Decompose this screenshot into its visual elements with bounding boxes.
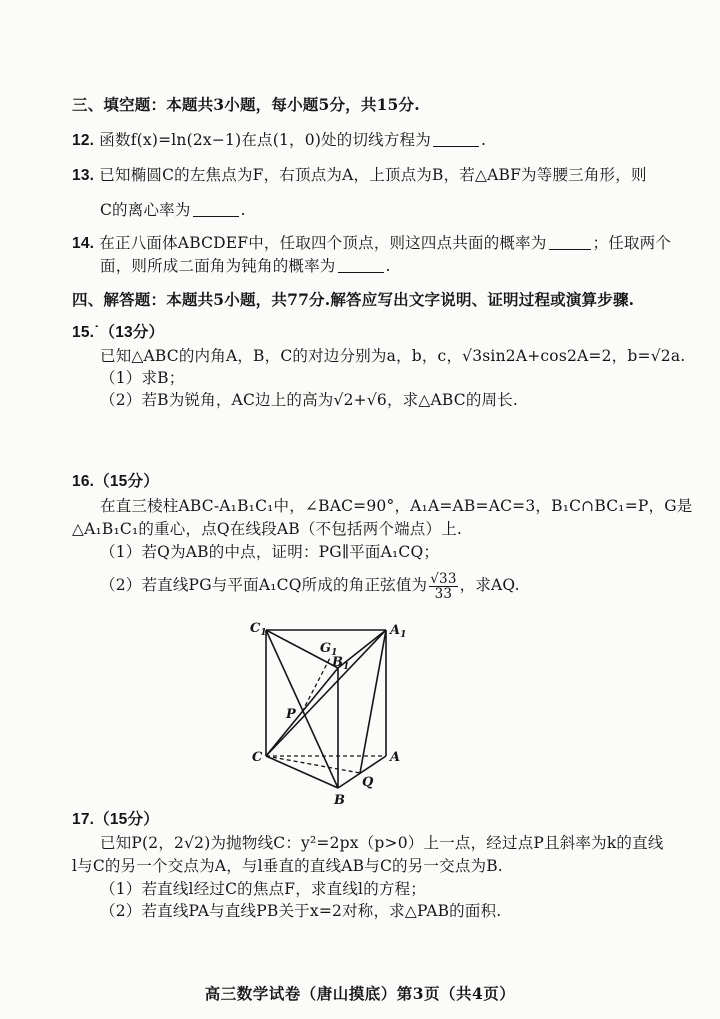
question-13-line-2: [100, 200, 246, 220]
label-b1: $B_1$: [332, 655, 350, 672]
label-b: B: [334, 793, 345, 808]
label-a: A: [390, 750, 401, 765]
question-text: 面，则所成二面角为钝角的概率为: [100, 257, 336, 275]
question-15-part-2: （2）若B为锐角，AC边上的高为√2+√6，求△ABC的周长.: [100, 391, 519, 409]
label-q: Q: [362, 775, 374, 790]
solve-section-header: 四、解答题：本题共5小题，共77分.解答应写出文字说明、证明过程或演算步骤.: [72, 290, 635, 309]
question-text-end: .: [240, 201, 246, 219]
question-text-end: .: [385, 257, 391, 275]
answer-blank: [549, 235, 591, 250]
edge-c-b: [266, 756, 338, 788]
question-15-part-1: （1）求B；: [100, 369, 185, 387]
question-number: 12.: [72, 132, 95, 149]
question-number: 13.: [72, 167, 95, 184]
question-number: 14.: [72, 235, 95, 252]
hidden-line-c-q: [266, 756, 360, 773]
question-16-part-2: [100, 570, 520, 601]
fraction: [429, 572, 457, 601]
answer-blank: [433, 132, 479, 147]
prism-figure: [248, 618, 418, 810]
page-footer: 高三数学试卷（唐山摸底）第3页（共4页）: [204, 984, 516, 1003]
question-text: 已知椭圆C的左焦点为F，右顶点为A，上顶点为B，若△ABF为等腰三角形，则: [99, 166, 647, 184]
prism-diagram: [248, 618, 418, 810]
question-text: （2）若直线PG与平面A₁CQ所成的角正弦值为: [100, 576, 428, 594]
question-text-end: .: [480, 131, 487, 149]
fraction-denominator: 33: [434, 585, 453, 602]
answer-blank: [193, 202, 239, 217]
question-14-line-1: [72, 233, 671, 254]
question-17-part-1: （1）若直线l经过C的焦点F，求直线l的方程；: [100, 880, 426, 898]
question-15-intro: 已知△ABC的内角A，B，C的对边分别为a，b，c，√3sin2A+cos2A=2，b=√2a.: [100, 347, 686, 365]
question-text-end: ，求AQ.: [459, 576, 520, 594]
answer-blank: [338, 258, 384, 273]
question-text: ；任取两个: [592, 234, 672, 252]
question-17-line-2: l与C的另一个交点为A，与l垂直的直线AB与C的另一交点为B.: [72, 857, 503, 875]
question-17-line-1: 已知P(2，2√2)为抛物线C：y²=2px（p>0）上一点，经过点P且斜率为k的直线: [100, 834, 664, 852]
question-16-line-2: △A₁B₁C₁的重心，点Q在线段AB（不包括两个端点）上.: [72, 520, 463, 538]
question-14-line-2: [100, 256, 391, 276]
question-text: 函数f(x)=ln(2x−1)在点(1，0)处的切线方程为: [99, 131, 431, 149]
question-16-part-1: （1）若Q为AB的中点，证明：PG∥平面A₁CQ；: [100, 543, 440, 561]
question-15-header: 15.˙（13分）: [72, 324, 165, 341]
line-a1-q: [360, 630, 386, 773]
question-16-line-1: 在直三棱柱ABC-A₁B₁C₁中，∠BAC=90°，A₁A=AB=AC=3，B₁C∩BC₁=P，G是: [100, 497, 693, 515]
question-12: [72, 130, 486, 151]
label-a1: $A_1$: [390, 623, 407, 640]
label-g1: $G_1$: [320, 641, 338, 658]
question-text: 在正八面体ABCDEF中，任取四个顶点，则这四点共面的概率为: [99, 234, 547, 252]
question-13-line-1: [72, 165, 647, 186]
label-c: C: [252, 750, 263, 765]
label-c1: $C_1$: [250, 621, 267, 638]
fill-in-section-header: 三、填空题：本题共3小题，每小题5分，共15分.: [72, 95, 420, 114]
question-16-header: 16.（15分）: [72, 473, 159, 490]
label-p: P: [286, 707, 296, 722]
question-17-part-2: （2）若直线PA与直线PB关于x=2对称，求△PAB的面积.: [100, 902, 502, 920]
fraction-numerator: √33: [430, 570, 457, 587]
question-17-header: 17.（15分）: [72, 811, 159, 828]
question-text: C的离心率为: [100, 201, 191, 219]
